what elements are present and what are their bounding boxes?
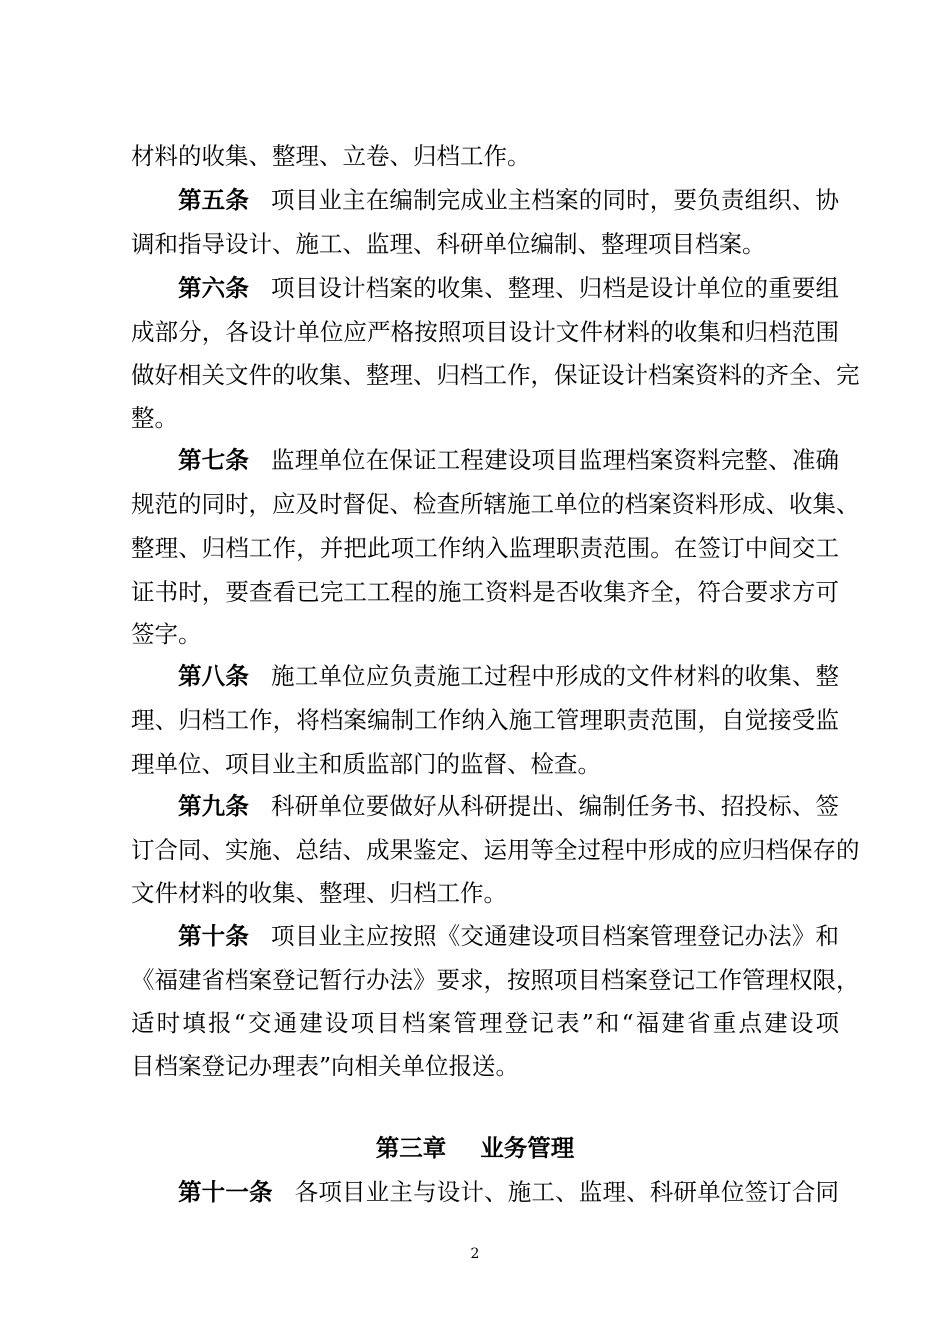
chapter-title: 业务管理 [480, 1134, 575, 1162]
article-heading: 第六条 [178, 274, 250, 302]
article-heading: 第九条 [178, 792, 250, 820]
paragraph-line [178, 656, 839, 696]
paragraph-line: 《福建省档案登记暂行办法》要求，按照项目档案登记工作管理权限， [131, 966, 860, 994]
article-heading: 第十一条 [178, 1178, 273, 1206]
paragraph-line [178, 786, 839, 826]
paragraph-line: 证书时，要查看已完工工程的施工资料是否收集齐全，符合要求方可 [131, 578, 839, 606]
paragraph-line [178, 180, 839, 220]
paragraph-line: 订合同、实施、总结、成果鉴定、运用等全过程中形成的应归档保存的 [131, 836, 860, 864]
article-heading: 第五条 [178, 186, 250, 214]
paragraph-line [178, 440, 839, 480]
paragraph-line: 调和指导设计、施工、监理、科研单位编制、整理项目档案。 [131, 230, 766, 258]
paragraph-line: 整。 [131, 404, 178, 432]
article-text: 监理单位在保证工程建设项目监理档案资料完整、准确 [271, 446, 840, 474]
paragraph-line [178, 916, 839, 956]
article-text: 科研单位要做好从科研提出、编制任务书、招投标、签 [271, 792, 840, 820]
article-heading: 第十条 [178, 922, 250, 950]
chapter-number: 第三章 [375, 1134, 447, 1162]
paragraph-line [178, 268, 839, 308]
article-heading: 第七条 [178, 446, 250, 474]
chapter-heading [0, 1128, 950, 1168]
paragraph-line: 目档案登记办理表”向相关单位报送。 [131, 1052, 520, 1080]
article-heading: 第八条 [178, 662, 250, 690]
paragraph-line: 材料的收集、整理、立卷、归档工作。 [131, 142, 531, 170]
paragraph-line: 理、归档工作，将档案编制工作纳入施工管理职责范围，自觉接受监 [131, 706, 839, 734]
article-text: 项目设计档案的收集、整理、归档是设计单位的重要组 [271, 274, 840, 302]
article-text: 施工单位应负责施工过程中形成的文件材料的收集、整 [271, 662, 840, 690]
paragraph-line: 规范的同时，应及时督促、检查所辖施工单位的档案资料形成、收集、 [131, 490, 860, 518]
paragraph-line: 文件材料的收集、整理、归档工作。 [131, 879, 507, 907]
article-text: 项目业主应按照《交通建设项目档案管理登记办法》和 [271, 922, 840, 950]
paragraph-line [178, 1172, 839, 1212]
paragraph-line: 理单位、项目业主和质监部门的监督、检查。 [131, 750, 601, 778]
article-text: 项目业主在编制完成业主档案的同时，要负责组织、协 [271, 186, 840, 214]
paragraph-line: 整理、归档工作，并把此项工作纳入监理职责范围。在签订中间交工 [131, 534, 839, 562]
paragraph-line: 签字。 [131, 620, 202, 648]
paragraph-line: 做好相关文件的收集、整理、归档工作，保证设计档案资料的齐全、完 [131, 361, 860, 389]
paragraph-line: 成部分，各设计单位应严格按照项目设计文件材料的收集和归档范围 [131, 318, 839, 346]
page-number: 2 [470, 1246, 480, 1262]
article-text: 各项目业主与设计、施工、监理、科研单位签订合同 [294, 1178, 840, 1206]
paragraph-line: 适时填报“交通建设项目档案管理登记表”和“福建省重点建设项 [131, 1009, 839, 1037]
